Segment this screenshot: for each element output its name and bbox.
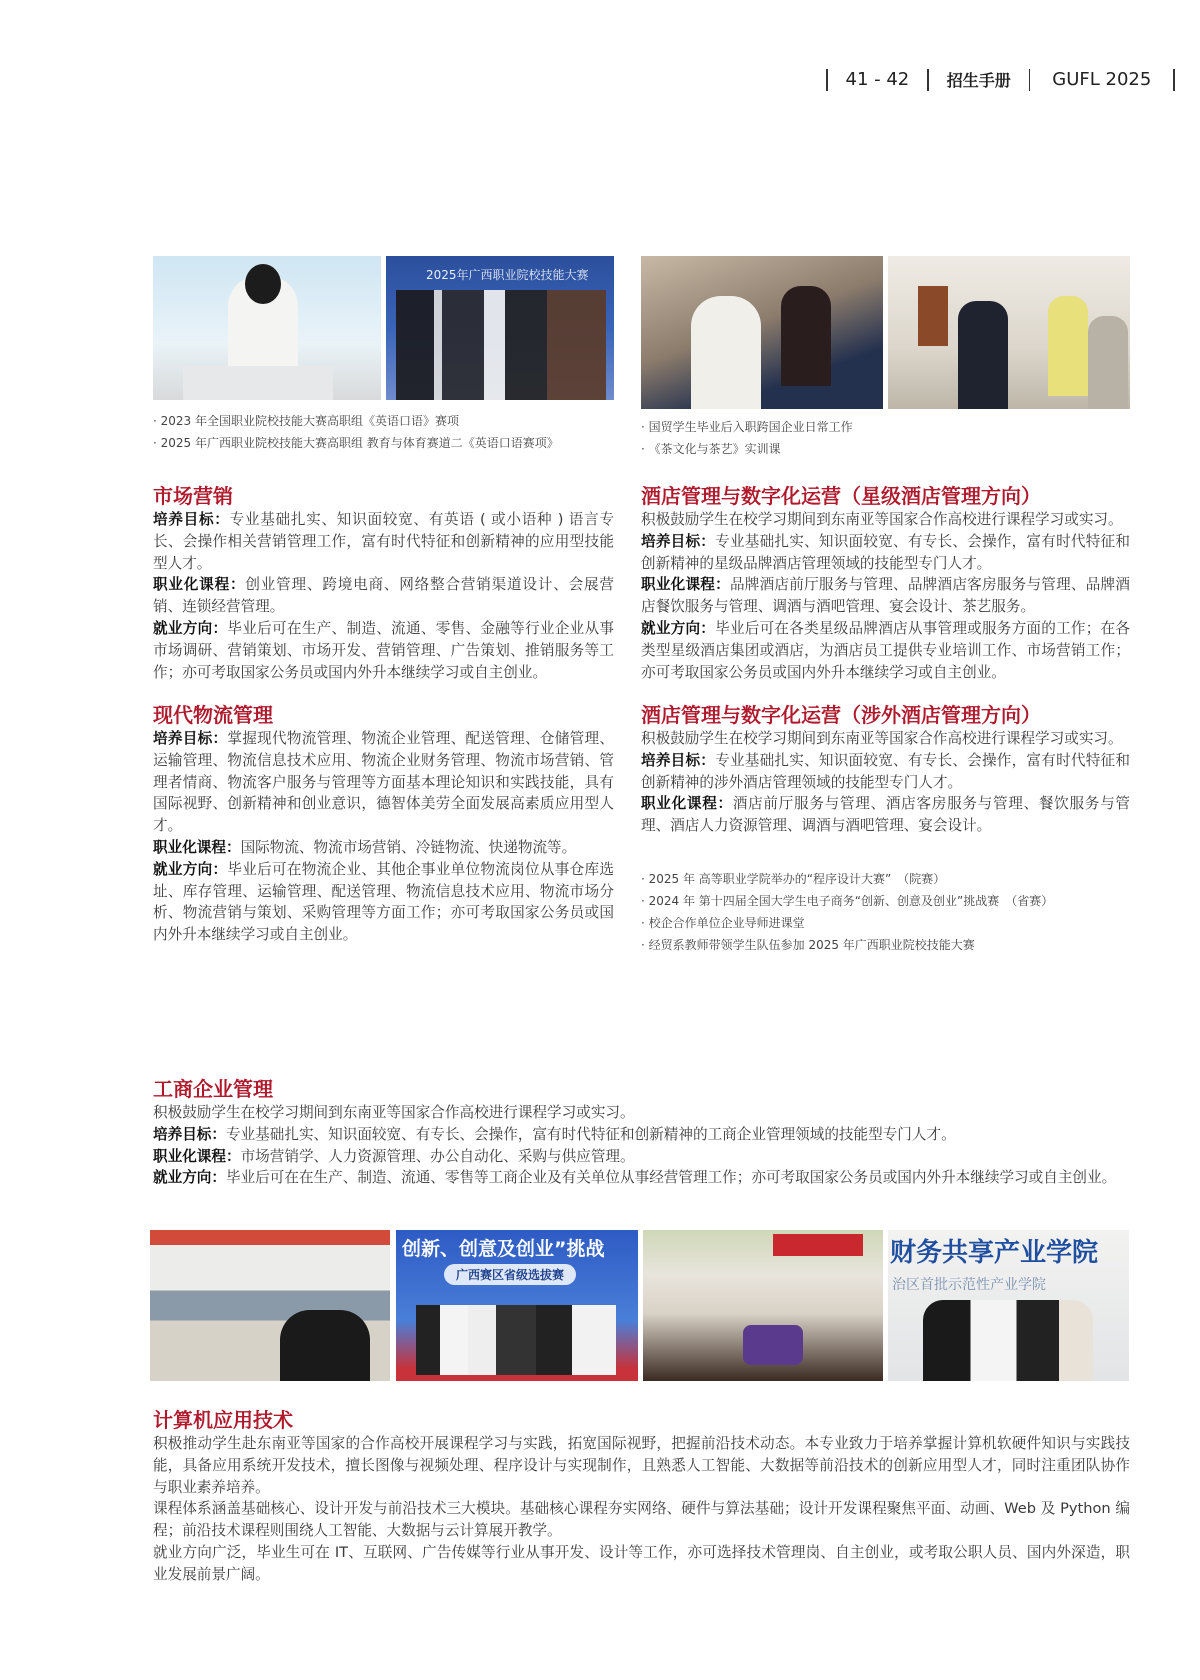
text: 专业基础扎实、知识面较宽、有英语 ( 或小语种 ) 语言专长、会操作相关营销管理工作，富有时代特征和创新精神的应用型技能型人才。: [153, 511, 614, 572]
paragraph: [153, 574, 614, 618]
text: 创业管理、跨境电商、网络整合营销渠道设计、会展营销、连锁经营管理。: [153, 576, 614, 616]
section-computer-application: [153, 1408, 1130, 1586]
paragraph: [153, 859, 614, 946]
label: 职业化课程：: [153, 838, 241, 856]
label: 就业方向：: [153, 860, 228, 878]
paragraph: [641, 574, 1130, 618]
text: 专业基础扎实、知识面较宽、有专长、会操作，富有时代特征和创新精神的星级品牌酒店管理领域的技能型专门人才。: [641, 532, 1130, 572]
paragraph: [153, 1124, 1130, 1146]
intro: 积极鼓励学生在校学习期间到东南亚等国家合作高校进行课程学习或实习。: [641, 730, 1123, 747]
caption: · 2024 年 第十四届全国大学生电子商务“创新、创意及创业”挑战赛 （省赛）: [641, 894, 1054, 908]
text: 品牌酒店前厅服务与管理、品牌酒店客房服务与管理、品牌酒店餐饮服务与管理、调酒与酒吧管理、宴会设计、茶艺服务。: [641, 576, 1130, 616]
photo-text: 广西赛区省级选拔赛: [444, 1264, 576, 1285]
photo-captions-right: [641, 416, 853, 460]
section-hotel-star: [641, 484, 1130, 683]
brand-year: GUFL 2025: [1052, 69, 1152, 90]
paragraph: [153, 509, 614, 574]
text: 专业基础扎实、知识面较宽、有专长、会操作，富有时代特征和创新精神的涉外酒店管理领域的技能型专门人才。: [641, 751, 1130, 791]
photo-ecommerce-contest: [396, 1230, 638, 1381]
label: 职业化课程：: [153, 1147, 241, 1165]
paragraph: 课程体系涵盖基础核心、设计开发与前沿技术三大模块。基础核心课程夯实网络、硬件与算法基础；设计开发课程聚焦平面、动画、Web 及 Python 编程；前沿技术课程则围绕人工智能、大数据与云计算展开教学。: [153, 1500, 1130, 1540]
photo-computer-lab: [150, 1230, 390, 1381]
section-hotel-foreign: [641, 703, 1130, 837]
text: 毕业后可在在生产、制造、流通、零售等工商企业及有关单位从事经营管理工作；亦可考取国家公务员或国内外升本继续学习或自主创业。: [225, 1169, 1117, 1187]
photo-captions-left: [153, 410, 559, 454]
page-header: [826, 68, 1175, 91]
paragraph: [153, 1146, 1130, 1168]
photo-finance-college: [888, 1230, 1129, 1381]
text: 酒店前厅服务与管理、酒店客房服务与管理、餐饮服务与管理、酒店人力资源管理、调酒与酒吧管理、宴会设计。: [641, 795, 1130, 835]
label: 职业化课程：: [153, 576, 246, 594]
section-title: 工商企业管理: [153, 1077, 273, 1101]
text: 毕业后可在生产、制造、流通、零售、金融等行业企业从事市场调研、营销策划、市场开发、营销管理、广告策划、推销服务等工作；亦可考取国家公务员或国内外升本继续学习或自主创业。: [153, 619, 614, 681]
caption: · 国贸学生毕业后入职跨国企业日常工作: [641, 420, 853, 434]
caption: · 校企合作单位企业导师进课堂: [641, 916, 805, 930]
paragraph: [641, 618, 1130, 683]
section-title: 现代物流管理: [153, 703, 273, 727]
label: 就业方向：: [641, 619, 716, 637]
caption: · 《茶文化与茶艺》实训课: [641, 442, 781, 456]
section-logistics: [153, 703, 614, 946]
label: 职业化课程：: [641, 795, 733, 813]
section-title: 市场营销: [153, 484, 233, 508]
photo-contest-team: [386, 256, 614, 400]
photo-text: 财务共享产业学院: [890, 1238, 1099, 1268]
text: 市场营销学、人力资源管理、办公自动化、采购与供应管理。: [240, 1147, 635, 1165]
photo-text: 治区首批示范性产业学院: [892, 1277, 1046, 1293]
caption: · 经贸系教师带领学生队伍参加 2025 年广西职业院校技能大赛: [641, 938, 975, 952]
text: 毕业后可在物流企业、其他企事业单位物流岗位从事仓库选址、库存管理、运输管理、配送管理、物流信息技术应用、物流市场分析、物流营销与策划、采购管理等方面工作；亦可考取国家公务员或国内外升本继续学习或自主创业。: [153, 860, 614, 944]
paragraph: [641, 750, 1130, 794]
caption: · 2025 年广西职业院校技能大赛高职组 教育与体育赛道二《英语口语赛项》: [153, 436, 559, 450]
publication-title: 招生手册: [946, 71, 1011, 90]
label: 培养目标：: [641, 532, 716, 550]
photo-captions-middle: [641, 868, 1053, 956]
label: 就业方向：: [153, 619, 228, 637]
paragraph: 积极推动学生赴东南亚等国家的合作高校开展课程学习与实践，拓宽国际视野，把握前沿技术动态。本专业致力于培养掌握计算机软硬件知识与实践技能，具备应用系统开发技术，擅长图像与视频处理、程序设计与实现制作，且熟悉人工智能、大数据等前沿技术的创新应用型人才，同时注重团队协作与职业素养培养。: [153, 1435, 1130, 1496]
label: 培养目标：: [153, 1125, 226, 1143]
section-business-management: [153, 1077, 1130, 1189]
text: 国际物流、物流市场营销、冷链物流、快递物流等。: [240, 838, 577, 856]
paragraph: [153, 837, 614, 859]
photo-text: 创新、创意及创业”挑战: [402, 1238, 605, 1260]
section-title: 酒店管理与数字化运营（涉外酒店管理方向）: [641, 703, 1041, 727]
paragraph: [641, 793, 1130, 837]
photo-speech-contest: [153, 256, 381, 400]
caption: · 2023 年全国职业院校技能大赛高职组《英语口语》赛项: [153, 414, 459, 428]
paragraph: [153, 618, 614, 683]
label: 培养目标：: [153, 511, 230, 528]
paragraph: [641, 531, 1130, 575]
label: 职业化课程：: [641, 576, 730, 594]
intro: 积极鼓励学生在校学习期间到东南亚等国家合作高校进行课程学习或实习。: [641, 511, 1123, 528]
section-title: 计算机应用技术: [153, 1408, 293, 1432]
text: 毕业后可在各类星级品牌酒店从事管理或服务方面的工作；在各类型星级酒店集团或酒店，为酒店员工提供专业培训工作、市场营销工作；亦可考取国家公务员或国内外升本继续学习或自主创业。: [641, 619, 1130, 681]
page-numbers: 41 - 42: [845, 69, 910, 90]
text: 掌握现代物流管理、物流企业管理、配送管理、仓储管理、运输管理、物流信息技术应用、物流企业财务管理、物流市场营销、管理者情商、物流客户服务与管理等方面基本理论知识和实践技能，具有国际视野、创新精神和创业意识，德智体美劳全面发展高素质应用型人才。: [153, 730, 614, 835]
text: 专业基础扎实、知识面较宽、有专长、会操作，富有时代特征和创新精神的工商企业管理领域的技能型专门人才。: [225, 1125, 956, 1143]
photo-tea-class: [888, 256, 1130, 409]
photo-classroom-mentor: [643, 1230, 883, 1381]
paragraph: 就业方向广泛，毕业生可在 IT、互联网、广告传媒等行业从事开发、设计等工作，亦可选择技术管理岗、自主创业，或考取公职人员、国内外深造，职业发展前景广阔。: [153, 1543, 1130, 1583]
photo-trade-graduates: [641, 256, 883, 409]
intro: 积极鼓励学生在校学习期间到东南亚等国家合作高校进行课程学习或实习。: [153, 1104, 635, 1121]
section-marketing: [153, 484, 614, 683]
divider: [1173, 69, 1175, 91]
paragraph: [153, 728, 614, 837]
photo-text: 2025年广西职业院校技能大赛: [426, 268, 589, 282]
section-title: 酒店管理与数字化运营（星级酒店管理方向）: [641, 484, 1041, 508]
label: 培养目标：: [153, 730, 228, 747]
paragraph: [153, 1167, 1130, 1189]
label: 培养目标：: [641, 751, 716, 769]
label: 就业方向：: [153, 1169, 226, 1187]
caption: · 2025 年 高等职业学院举办的“程序设计大赛” （院赛）: [641, 872, 946, 886]
